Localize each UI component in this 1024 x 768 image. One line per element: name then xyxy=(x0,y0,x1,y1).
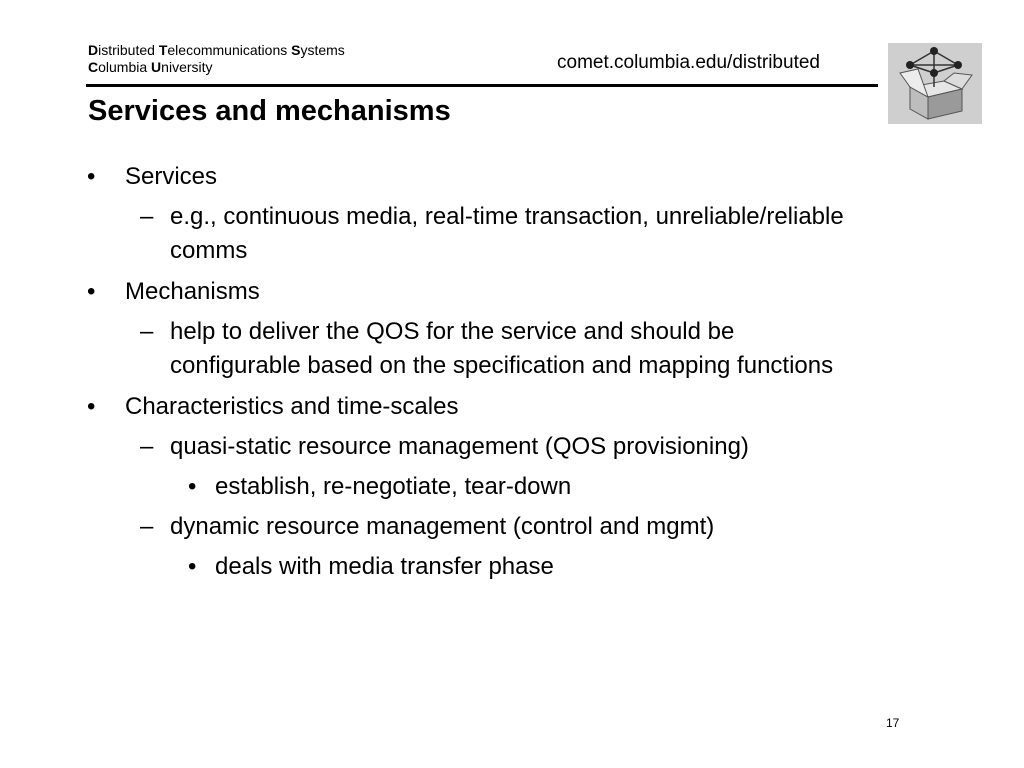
org-initial: C xyxy=(88,59,99,75)
org-word: ystems xyxy=(300,42,345,58)
bullet-text: e.g., continuous media, real-time transaction, unreliable/reliable comms xyxy=(170,203,844,264)
sub-sub-bullet-item xyxy=(0,550,1024,584)
bullet-text: help to deliver the QOS for the service and should be configurable based on the specification and mapping functions xyxy=(170,318,834,379)
org-line-1 xyxy=(88,42,345,59)
sub-bullet-item xyxy=(0,430,860,464)
slide-title: Services and mechanisms xyxy=(88,95,451,127)
org-word: olumbia xyxy=(98,59,152,75)
org-word: elecommunications xyxy=(167,42,292,58)
org-word: istributed xyxy=(98,42,159,58)
header-divider xyxy=(86,84,878,87)
org-initial: D xyxy=(88,42,99,58)
org-initial: U xyxy=(151,59,162,75)
org-initial: T xyxy=(158,42,168,58)
header-url: comet.columbia.edu/distributed xyxy=(557,52,820,73)
bullet-text: deals with media transfer phase xyxy=(215,553,554,580)
dash-marker: – xyxy=(140,513,154,540)
bullet-list xyxy=(0,160,1024,584)
sub-bullet-item xyxy=(0,200,860,268)
bullet-text: Mechanisms xyxy=(125,278,260,305)
bullet-marker: • xyxy=(87,163,96,190)
page-number: 17 xyxy=(886,716,900,730)
bullet-marker: • xyxy=(188,553,197,580)
bullet-text: Characteristics and time-scales xyxy=(125,393,459,420)
organization-name xyxy=(88,42,345,76)
sub-sub-bullet-item xyxy=(0,470,1024,504)
sub-bullet-item xyxy=(0,510,860,544)
bullet-text: quasi-static resource management (QOS provisioning) xyxy=(170,433,749,460)
bullet-item xyxy=(0,390,1024,424)
dash-marker: – xyxy=(140,203,154,230)
bullet-marker: • xyxy=(87,393,96,420)
org-word: niversity xyxy=(161,59,213,75)
bullet-item xyxy=(0,160,1024,194)
bullet-text: establish, re-negotiate, tear-down xyxy=(215,473,572,500)
network-box-logo-icon xyxy=(888,43,982,124)
org-initial: S xyxy=(291,42,301,58)
dash-marker: – xyxy=(140,318,154,345)
org-line-2 xyxy=(88,59,345,76)
bullet-text: dynamic resource management (control and mgmt) xyxy=(170,513,715,540)
sub-bullet-item xyxy=(0,315,860,383)
bullet-marker: • xyxy=(87,278,96,305)
bullet-item xyxy=(0,275,1024,309)
bullet-text: Services xyxy=(125,163,218,190)
dash-marker: – xyxy=(140,433,154,460)
bullet-marker: • xyxy=(188,473,197,500)
